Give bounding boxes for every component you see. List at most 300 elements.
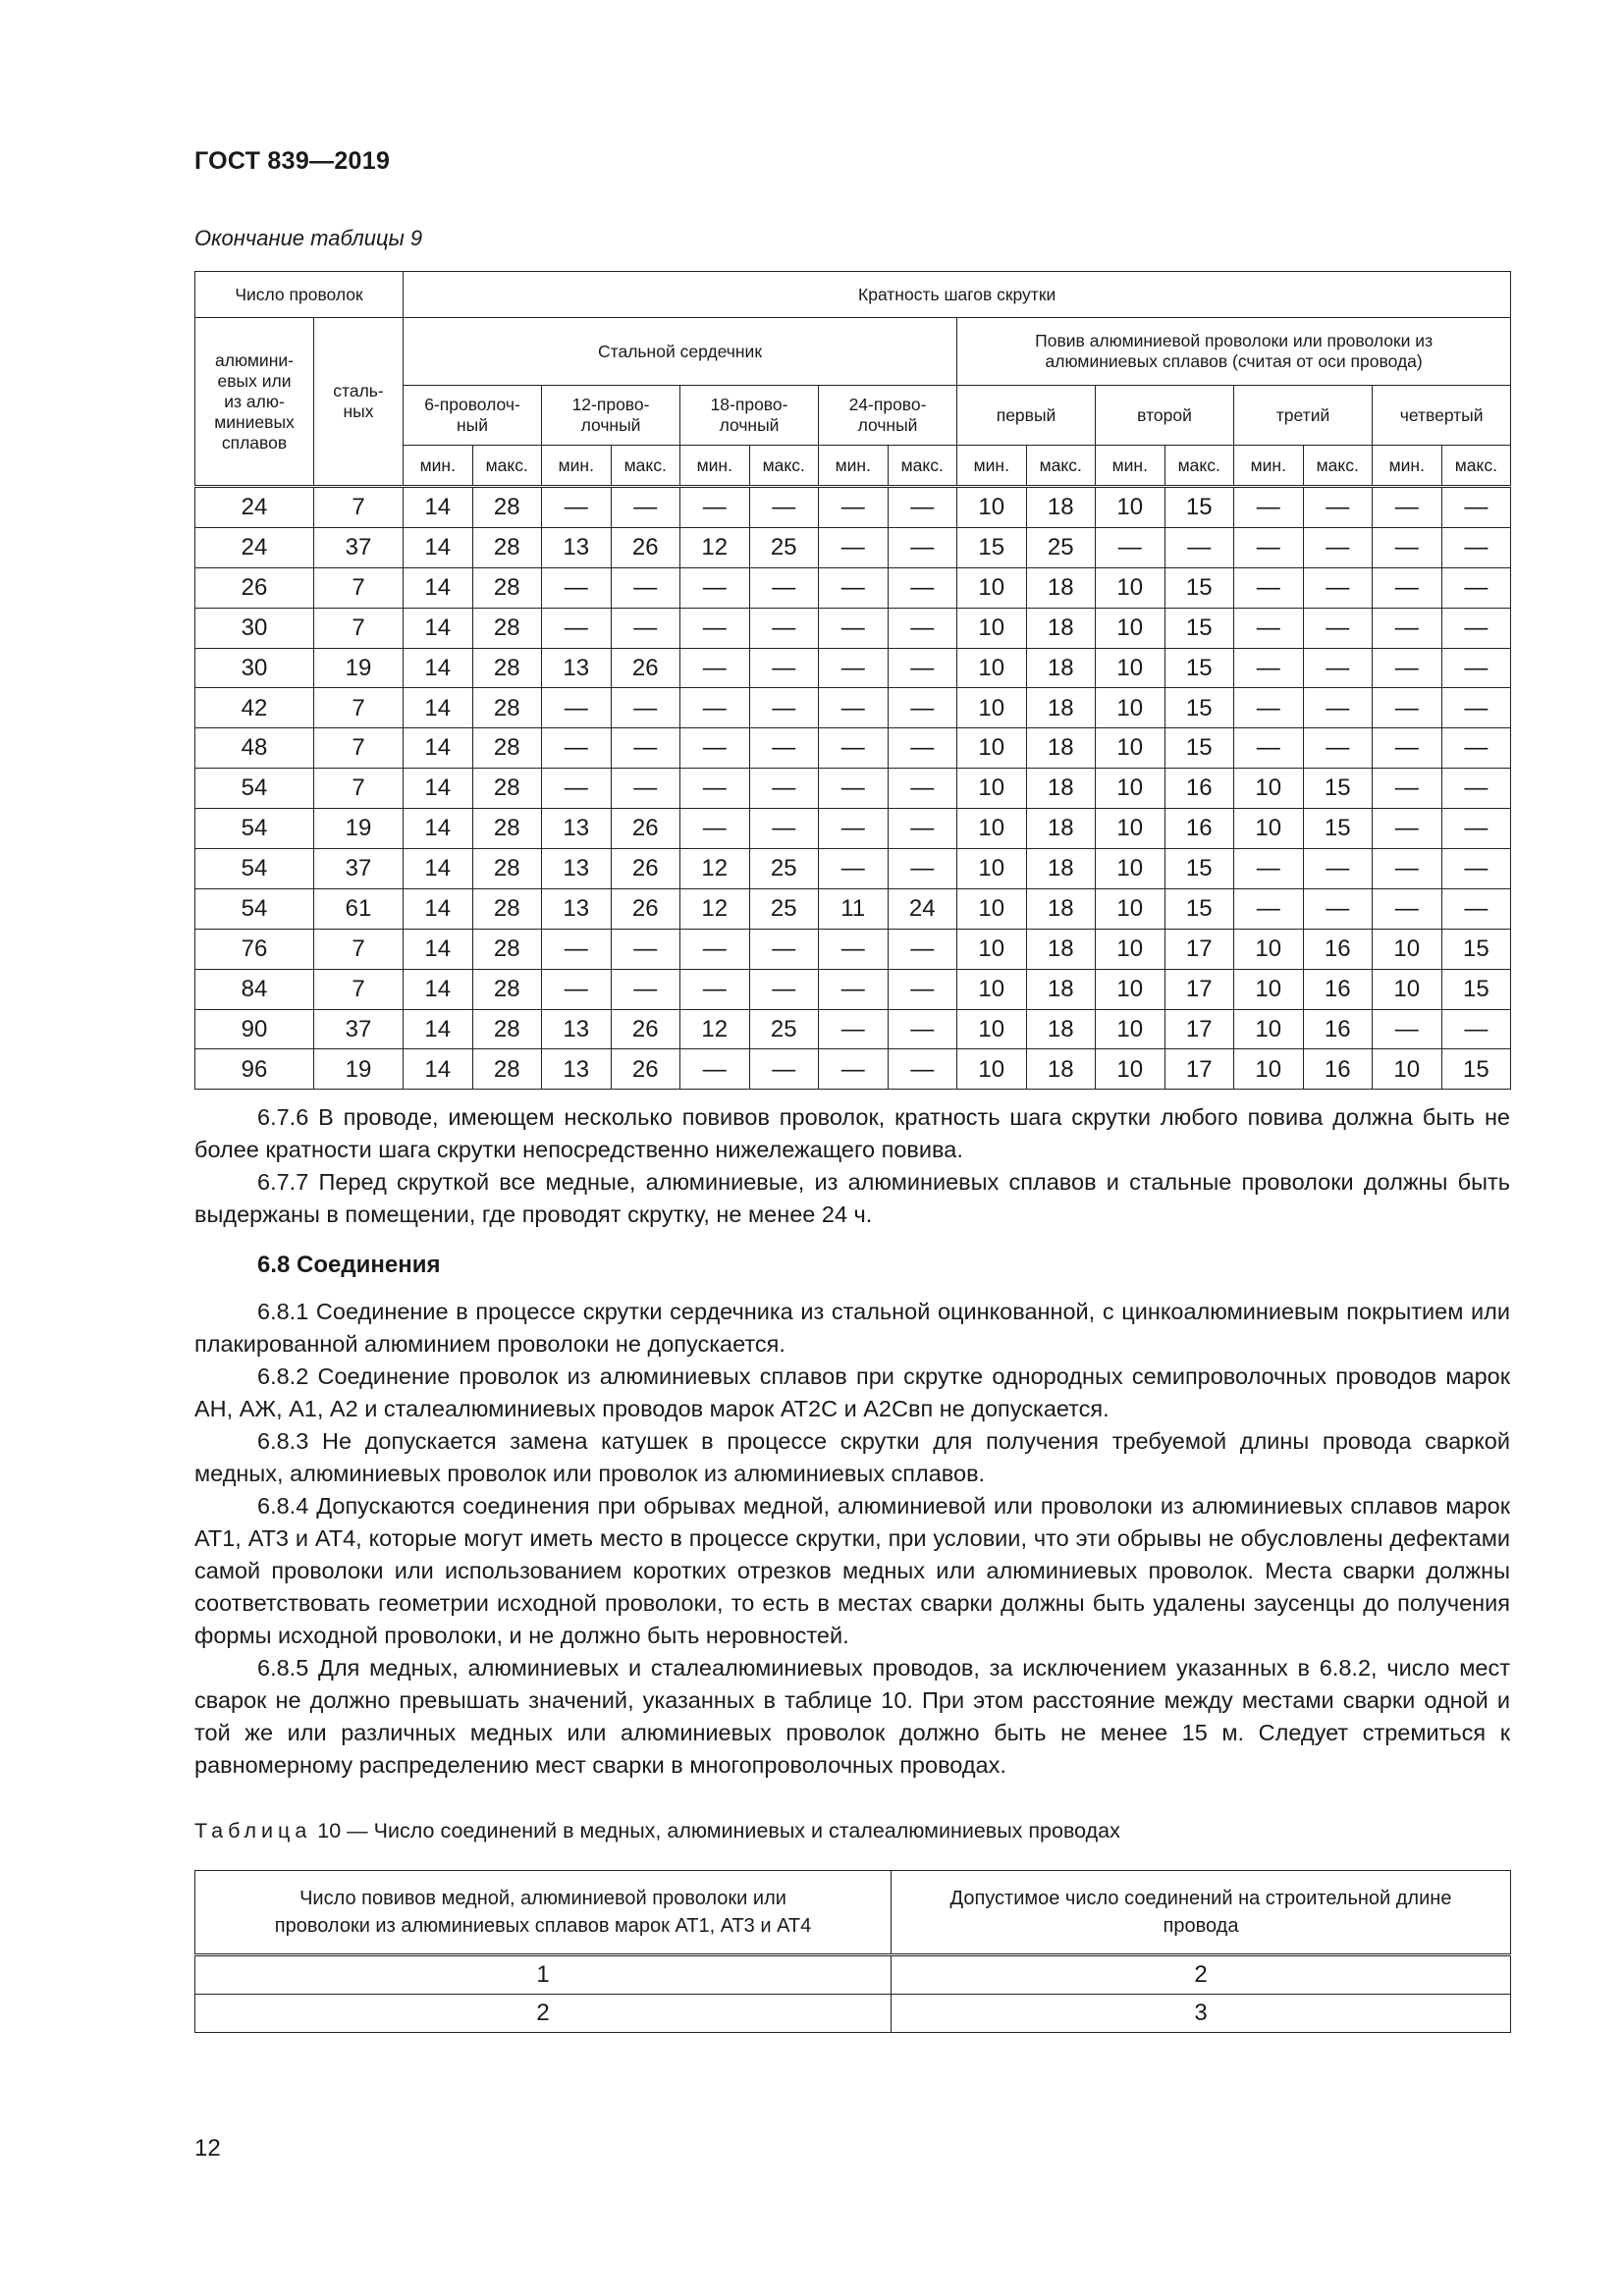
max-header: макс. xyxy=(1303,446,1373,487)
table-cell: 24 xyxy=(195,527,314,567)
table-cell: 28 xyxy=(472,809,542,849)
table-cell: — xyxy=(888,849,957,889)
table-cell: 10 xyxy=(1096,849,1165,889)
table-cell: — xyxy=(1373,648,1442,688)
table-row xyxy=(195,969,1511,1009)
table-cell: — xyxy=(611,728,680,769)
table-cell: 61 xyxy=(314,888,404,929)
table-cell: — xyxy=(1441,769,1511,809)
min-header: мин. xyxy=(542,446,612,487)
table-cell: 14 xyxy=(404,688,473,728)
table-cell: 28 xyxy=(472,567,542,608)
table-cell: — xyxy=(819,648,889,688)
table-cell: 25 xyxy=(1026,527,1096,567)
table-cell: — xyxy=(1441,888,1511,929)
table-cell: — xyxy=(888,608,957,648)
table-cell: — xyxy=(819,527,889,567)
table-cell: 14 xyxy=(404,648,473,688)
table-cell: — xyxy=(749,567,819,608)
steel-core-header: Стальной сердечник xyxy=(404,318,957,386)
table-cell: — xyxy=(819,1049,889,1090)
paragraph-6-8-2: 6.8.2 Соединение проволок из алюминиевых сплавов при скрутке однородных семипроволочных проводов марок АН, АЖ, А1, А2 и сталеалюминиевых проводов марок АТ2С и А2Свп не допускается. xyxy=(194,1363,1510,1421)
table-cell: 18 xyxy=(1026,567,1096,608)
table-cell: — xyxy=(1441,688,1511,728)
table-cell: 25 xyxy=(749,888,819,929)
table-cell: — xyxy=(1441,728,1511,769)
max-header: макс. xyxy=(749,446,819,487)
table-cell: — xyxy=(680,809,750,849)
max-header: макс. xyxy=(472,446,542,487)
table-cell: 10 xyxy=(1096,809,1165,849)
table-cell: — xyxy=(888,1049,957,1090)
table-cell: 14 xyxy=(404,527,473,567)
table-cell: — xyxy=(542,969,612,1009)
table-cell: 10 xyxy=(957,1049,1027,1090)
table-cell: 10 xyxy=(957,608,1027,648)
table-cell: 18 xyxy=(1026,608,1096,648)
min-header: мин. xyxy=(819,446,889,487)
table-cell: — xyxy=(1303,888,1373,929)
table-cell: 16 xyxy=(1303,1009,1373,1049)
document-header: ГОСТ 839—2019 xyxy=(194,147,391,175)
table-cell: — xyxy=(1373,487,1442,528)
table-cell: 10 xyxy=(957,929,1027,969)
table-cell: 7 xyxy=(314,769,404,809)
paragraphs-6-7 xyxy=(194,1101,1510,1231)
table-cell: 11 xyxy=(819,888,889,929)
table-cell: — xyxy=(680,1049,750,1090)
table-cell: 15 xyxy=(1441,969,1511,1009)
table-cell: 7 xyxy=(314,969,404,1009)
table-cell: — xyxy=(749,608,819,648)
table-cell: — xyxy=(1373,769,1442,809)
table-cell: — xyxy=(819,929,889,969)
table-cell: 13 xyxy=(542,888,612,929)
table-cell: 10 xyxy=(957,849,1027,889)
table-row xyxy=(195,487,1511,528)
table-row xyxy=(195,769,1511,809)
table-cell: — xyxy=(888,969,957,1009)
table-row xyxy=(195,849,1511,889)
table-cell: — xyxy=(680,969,750,1009)
table-cell: 10 xyxy=(1234,969,1304,1009)
table-cell: 14 xyxy=(404,809,473,849)
table-cell: 18 xyxy=(1026,688,1096,728)
table-cell: 3 xyxy=(892,1995,1511,2033)
table-cell: — xyxy=(680,567,750,608)
table-cell: — xyxy=(1373,608,1442,648)
table-10-col1-header: Число повивов медной, алюминиевой проволоки или проволоки из алюминиевых сплавов марок АТ1, АТ3 и АТ4 xyxy=(195,1871,892,1955)
table-cell: 17 xyxy=(1164,1049,1234,1090)
table-cell: 10 xyxy=(1234,809,1304,849)
table-cell: 17 xyxy=(1164,969,1234,1009)
table-cell: — xyxy=(1234,567,1304,608)
table-cell: 30 xyxy=(195,648,314,688)
max-header: макс. xyxy=(1026,446,1096,487)
table-cell: 28 xyxy=(472,728,542,769)
table-cell: 10 xyxy=(1234,1009,1304,1049)
table-cell: — xyxy=(680,648,750,688)
table-cell: 18 xyxy=(1026,1009,1096,1049)
table-cell: 15 xyxy=(1164,849,1234,889)
table-cell: 10 xyxy=(957,1009,1027,1049)
table-cell: — xyxy=(819,969,889,1009)
table-cell: 42 xyxy=(195,688,314,728)
table-cell: 28 xyxy=(472,487,542,528)
table-cell: 7 xyxy=(314,929,404,969)
table-cell: — xyxy=(819,1009,889,1049)
table-cell: 28 xyxy=(472,688,542,728)
table-cell: 12 xyxy=(680,527,750,567)
table-cell: 7 xyxy=(314,608,404,648)
min-header: мин. xyxy=(1234,446,1304,487)
table-cell: 18 xyxy=(1026,888,1096,929)
table-cell: 18 xyxy=(1026,929,1096,969)
min-header: мин. xyxy=(957,446,1027,487)
table-cell: 13 xyxy=(542,1049,612,1090)
table-cell: — xyxy=(542,728,612,769)
table-cell: 18 xyxy=(1026,769,1096,809)
table-cell: 18 xyxy=(1026,809,1096,849)
table-cell: 54 xyxy=(195,888,314,929)
table-cell: 15 xyxy=(1164,888,1234,929)
table-cell: 28 xyxy=(472,608,542,648)
table-cell: — xyxy=(611,567,680,608)
table-cell: 25 xyxy=(749,527,819,567)
table-cell: 18 xyxy=(1026,648,1096,688)
table-cell: 7 xyxy=(314,487,404,528)
table-cell: 10 xyxy=(957,728,1027,769)
table-cell: 7 xyxy=(314,688,404,728)
table-cell: — xyxy=(1373,888,1442,929)
table-cell: — xyxy=(542,769,612,809)
table-cell: 54 xyxy=(195,849,314,889)
table-cell: 26 xyxy=(611,809,680,849)
table-cell: 10 xyxy=(1096,487,1165,528)
table-row xyxy=(195,929,1511,969)
table-cell: — xyxy=(1234,888,1304,929)
table-cell: — xyxy=(1373,567,1442,608)
table-cell: — xyxy=(611,608,680,648)
table-row xyxy=(195,809,1511,849)
max-header: макс. xyxy=(888,446,957,487)
layer-group-header: третий xyxy=(1234,386,1373,446)
table-cell: 15 xyxy=(1441,1049,1511,1090)
table-cell: 18 xyxy=(1026,728,1096,769)
core-group-header: 12-прово- лочный xyxy=(542,386,680,446)
table-cell: — xyxy=(1303,487,1373,528)
table-cell: — xyxy=(1096,527,1165,567)
table-cell: — xyxy=(749,769,819,809)
table-row xyxy=(195,1995,1511,2033)
table-cell: — xyxy=(611,929,680,969)
table-cell: 28 xyxy=(472,527,542,567)
table-cell: — xyxy=(542,608,612,648)
table-cell: — xyxy=(819,688,889,728)
table-cell: 1 xyxy=(195,1955,892,1995)
paragraphs-6-8 xyxy=(194,1296,1510,1782)
table-cell: — xyxy=(888,648,957,688)
table-cell: — xyxy=(1303,849,1373,889)
max-header: макс. xyxy=(1441,446,1511,487)
table-cell: 15 xyxy=(957,527,1027,567)
table-cell: — xyxy=(1441,567,1511,608)
table-cell: 18 xyxy=(1026,1049,1096,1090)
min-header: мин. xyxy=(1096,446,1165,487)
table-cell: 14 xyxy=(404,1049,473,1090)
table-cell: — xyxy=(888,769,957,809)
table-row xyxy=(195,567,1511,608)
table-cell: — xyxy=(1441,849,1511,889)
table-cell: 19 xyxy=(314,648,404,688)
table-cell: — xyxy=(611,769,680,809)
table-cell: 19 xyxy=(314,809,404,849)
table-cell: — xyxy=(1303,688,1373,728)
table-cell: 10 xyxy=(1096,769,1165,809)
table-cell: 24 xyxy=(195,487,314,528)
table-row xyxy=(195,527,1511,567)
table-cell: — xyxy=(1303,608,1373,648)
table-cell: 10 xyxy=(1096,929,1165,969)
table-cell: — xyxy=(888,728,957,769)
table-cell: — xyxy=(888,487,957,528)
table-cell: 16 xyxy=(1303,969,1373,1009)
table-cell: — xyxy=(749,648,819,688)
table-cell: — xyxy=(1373,809,1442,849)
table-10-caption-text: 10 — Число соединений в медных, алюминиевых и сталеалюминиевых проводах xyxy=(317,1819,1120,1842)
core-group-header: 18-прово- лочный xyxy=(680,386,819,446)
table-continuation-label: Окончание таблицы 9 xyxy=(194,226,423,250)
table-cell: 10 xyxy=(957,688,1027,728)
table-cell: 28 xyxy=(472,1009,542,1049)
table-cell: 16 xyxy=(1164,809,1234,849)
table-cell: — xyxy=(888,1009,957,1049)
table-cell: — xyxy=(1234,487,1304,528)
table-cell: 10 xyxy=(1234,929,1304,969)
table-cell: — xyxy=(819,487,889,528)
table-cell: 2 xyxy=(195,1995,892,2033)
table-cell: — xyxy=(749,1049,819,1090)
table-cell: — xyxy=(542,929,612,969)
table-cell: — xyxy=(1441,527,1511,567)
table-cell: 76 xyxy=(195,929,314,969)
table-cell: 14 xyxy=(404,487,473,528)
table-cell: — xyxy=(1373,527,1442,567)
table-cell: 10 xyxy=(1373,1049,1442,1090)
table-cell: 12 xyxy=(680,888,750,929)
table-cell: 28 xyxy=(472,849,542,889)
table-row xyxy=(195,1009,1511,1049)
table-cell: — xyxy=(680,487,750,528)
table-cell: 13 xyxy=(542,527,612,567)
max-header: макс. xyxy=(1164,446,1234,487)
table-cell: 26 xyxy=(611,527,680,567)
table-cell: 26 xyxy=(611,1049,680,1090)
table-cell: — xyxy=(888,688,957,728)
table-cell: 10 xyxy=(1096,567,1165,608)
table-cell: — xyxy=(1303,728,1373,769)
table-cell: — xyxy=(749,728,819,769)
layer-group-header: первый xyxy=(957,386,1096,446)
table-cell: 26 xyxy=(611,648,680,688)
paragraph-6-7-7: 6.7.7 Перед скруткой все медные, алюминиевые, из алюминиевых сплавов и стальные проволоки должны быть выдержаны в помещении, где проводят скрутку, не менее 24 ч. xyxy=(194,1169,1510,1227)
paragraph-6-8-4: 6.8.4 Допускаются соединения при обрывах медной, алюминиевой или проволоки из алюминиевых сплавов марок АТ1, АТ3 и АТ4, которые могут иметь место в процессе скрутки, при условии, что эти обрывы не обусловлены дефектами самой проволоки или использованием коротких отрезков медных или алюминиевых проволок. Места сварки должны соответствовать геометрии исходной проволоки, то есть в местах сварки должны быть удалены заусенцы до получения формы исходной проволоки, и не должно быть неровностей. xyxy=(194,1493,1510,1648)
table-cell: 19 xyxy=(314,1049,404,1090)
table-cell: 10 xyxy=(1096,888,1165,929)
table-cell: 10 xyxy=(957,769,1027,809)
table-cell: — xyxy=(1303,527,1373,567)
table-cell: 15 xyxy=(1164,688,1234,728)
table-cell: — xyxy=(680,769,750,809)
table-cell: 28 xyxy=(472,888,542,929)
table-9 xyxy=(194,271,1511,1090)
table-cell: 24 xyxy=(888,888,957,929)
table-cell: — xyxy=(749,487,819,528)
table-cell: 15 xyxy=(1303,769,1373,809)
table-cell: — xyxy=(749,809,819,849)
table-cell: 25 xyxy=(749,849,819,889)
table-cell: 10 xyxy=(1096,728,1165,769)
table-cell: — xyxy=(819,849,889,889)
table-cell: 16 xyxy=(1303,929,1373,969)
table-cell: — xyxy=(749,969,819,1009)
table-cell: 10 xyxy=(957,648,1027,688)
table-cell: 15 xyxy=(1441,929,1511,969)
table-row xyxy=(195,1049,1511,1090)
table-cell: 14 xyxy=(404,608,473,648)
table-cell: — xyxy=(1234,849,1304,889)
table-cell: 37 xyxy=(314,1009,404,1049)
table-cell: — xyxy=(542,487,612,528)
table-cell: 13 xyxy=(542,849,612,889)
table-cell: — xyxy=(1373,1009,1442,1049)
min-header: мин. xyxy=(1373,446,1442,487)
table-cell: 10 xyxy=(957,567,1027,608)
table-cell: 14 xyxy=(404,849,473,889)
table-cell: 48 xyxy=(195,728,314,769)
table-cell: 10 xyxy=(1234,769,1304,809)
table-cell: — xyxy=(819,769,889,809)
page-number: 12 xyxy=(194,2135,221,2162)
table-cell: 28 xyxy=(472,929,542,969)
table-cell: 12 xyxy=(680,849,750,889)
table-cell: — xyxy=(1234,608,1304,648)
table-cell: — xyxy=(1303,648,1373,688)
section-title: 6.8 Соединения xyxy=(257,1252,441,1278)
table-cell: 90 xyxy=(195,1009,314,1049)
table-cell: 16 xyxy=(1164,769,1234,809)
table-cell: 15 xyxy=(1164,567,1234,608)
table-cell: 15 xyxy=(1164,648,1234,688)
table-cell: 13 xyxy=(542,809,612,849)
table-cell: — xyxy=(1234,648,1304,688)
table-cell: 18 xyxy=(1026,969,1096,1009)
table-cell: — xyxy=(888,527,957,567)
table-cell: 10 xyxy=(1096,1009,1165,1049)
table-cell: — xyxy=(819,809,889,849)
table-cell: 14 xyxy=(404,969,473,1009)
table-cell: — xyxy=(1441,487,1511,528)
table-row xyxy=(195,728,1511,769)
table-cell: — xyxy=(1303,567,1373,608)
table-cell: — xyxy=(1441,648,1511,688)
table-cell: 10 xyxy=(1234,1049,1304,1090)
table-cell: 96 xyxy=(195,1049,314,1090)
table-cell: 37 xyxy=(314,849,404,889)
table-cell: — xyxy=(680,688,750,728)
table-cell: 14 xyxy=(404,728,473,769)
table-cell: 7 xyxy=(314,728,404,769)
layer-group-header: второй xyxy=(1096,386,1234,446)
table-cell: — xyxy=(1441,608,1511,648)
table-cell: 10 xyxy=(1373,929,1442,969)
table-cell: — xyxy=(1234,688,1304,728)
layer-group-header: четвертый xyxy=(1373,386,1511,446)
table-cell: — xyxy=(611,969,680,1009)
table-cell: 18 xyxy=(1026,487,1096,528)
table-cell: 17 xyxy=(1164,1009,1234,1049)
table-cell: — xyxy=(1373,849,1442,889)
table-cell: 30 xyxy=(195,608,314,648)
table-cell: 10 xyxy=(1096,608,1165,648)
table-cell: 25 xyxy=(749,1009,819,1049)
table-cell: 18 xyxy=(1026,849,1096,889)
table-cell: 15 xyxy=(1164,608,1234,648)
table-cell: — xyxy=(680,728,750,769)
table-cell: — xyxy=(542,688,612,728)
table-cell: — xyxy=(680,929,750,969)
table-cell: — xyxy=(1164,527,1234,567)
table-cell: 12 xyxy=(680,1009,750,1049)
table-cell: 37 xyxy=(314,527,404,567)
table-cell: 54 xyxy=(195,769,314,809)
table-cell: — xyxy=(888,567,957,608)
table-cell: 14 xyxy=(404,888,473,929)
table-row xyxy=(195,608,1511,648)
table-cell: 10 xyxy=(1096,969,1165,1009)
min-header: мин. xyxy=(680,446,750,487)
table-cell: 84 xyxy=(195,969,314,1009)
table-cell: 13 xyxy=(542,648,612,688)
table-cell: 10 xyxy=(1096,688,1165,728)
table-cell: 15 xyxy=(1164,487,1234,528)
table-cell: 54 xyxy=(195,809,314,849)
wires-count-header: Число проволок xyxy=(195,272,404,318)
table-cell: 14 xyxy=(404,1009,473,1049)
table-cell: — xyxy=(1373,728,1442,769)
table-cell: 26 xyxy=(195,567,314,608)
table-cell: 2 xyxy=(892,1955,1511,1995)
table-row xyxy=(195,1955,1511,1995)
steel-wires-header: сталь- ных xyxy=(314,318,404,487)
table-cell: 10 xyxy=(957,809,1027,849)
table-cell: — xyxy=(819,728,889,769)
paragraph-6-8-5: 6.8.5 Для медных, алюминиевых и сталеалюминиевых проводов, за исключением указанных в 6.8.2, число мест сварок не должно превышать значений, указанных в таблице 10. При этом расстояние между местами сварки одной и той же или различных медных или алюминиевых проволок должно быть не менее 15 м. Следует стремиться к равномерному распределению мест сварки в многопроволочных проводах. xyxy=(194,1655,1510,1778)
table-10-col2-header: Допустимое число соединений на строительной длине провода xyxy=(892,1871,1511,1955)
table-cell: — xyxy=(611,688,680,728)
table-cell: 10 xyxy=(1096,1049,1165,1090)
table-cell: 17 xyxy=(1164,929,1234,969)
table-cell: — xyxy=(1234,728,1304,769)
table-10-label: Таблица xyxy=(194,1819,312,1842)
table-cell: 14 xyxy=(404,769,473,809)
table-cell: — xyxy=(1373,688,1442,728)
table-cell: — xyxy=(749,688,819,728)
table-cell: — xyxy=(888,809,957,849)
table-cell: 7 xyxy=(314,567,404,608)
table-cell: 26 xyxy=(611,888,680,929)
table-cell: 10 xyxy=(1096,648,1165,688)
